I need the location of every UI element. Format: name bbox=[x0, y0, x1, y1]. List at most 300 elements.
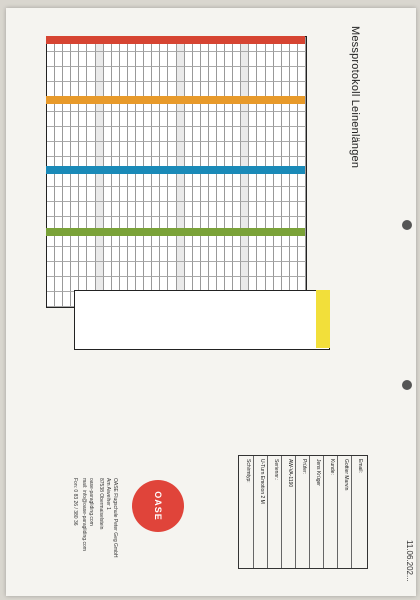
table-cell bbox=[298, 247, 306, 262]
table-cell bbox=[274, 202, 282, 217]
table-cell bbox=[128, 67, 136, 82]
table-cell bbox=[201, 142, 209, 157]
table-cell bbox=[79, 202, 87, 217]
oase-logo bbox=[132, 480, 184, 532]
table-cell bbox=[217, 127, 225, 142]
table-cell bbox=[87, 247, 95, 262]
table-cell bbox=[168, 67, 176, 82]
table-cell bbox=[112, 187, 120, 202]
table-cell bbox=[241, 82, 249, 97]
table-cell bbox=[160, 262, 168, 277]
table-cell bbox=[201, 187, 209, 202]
table-cell bbox=[160, 187, 168, 202]
table-cell bbox=[177, 82, 185, 97]
table-cell bbox=[79, 82, 87, 97]
table-cell bbox=[87, 127, 95, 142]
table-cell bbox=[104, 172, 112, 187]
table-cell bbox=[193, 172, 201, 187]
table-cell bbox=[47, 67, 55, 82]
table-cell bbox=[152, 82, 160, 97]
table-cell bbox=[104, 82, 112, 97]
table-cell bbox=[47, 52, 55, 67]
table-cell bbox=[87, 187, 95, 202]
table-cell bbox=[128, 262, 136, 277]
table-cell bbox=[257, 127, 265, 142]
table-cell bbox=[185, 202, 193, 217]
table-cell bbox=[241, 172, 249, 187]
table-cell bbox=[47, 202, 55, 217]
table-cell bbox=[47, 142, 55, 157]
table-cell bbox=[266, 142, 274, 157]
table-cell bbox=[282, 112, 290, 127]
table-cell bbox=[144, 127, 152, 142]
table-cell bbox=[168, 187, 176, 202]
table-cell bbox=[144, 262, 152, 277]
table-cell bbox=[63, 202, 71, 217]
table-cell bbox=[201, 52, 209, 67]
company-mail: mail: info@oase-paragliding.com bbox=[81, 478, 87, 551]
table-cell bbox=[168, 172, 176, 187]
table-cell bbox=[63, 172, 71, 187]
table-cell bbox=[71, 202, 79, 217]
table-cell bbox=[96, 142, 104, 157]
table-cell bbox=[144, 172, 152, 187]
table-cell bbox=[71, 112, 79, 127]
table-cell bbox=[217, 82, 225, 97]
info-label-glider-type: Schirmtyp: bbox=[245, 459, 251, 483]
table-cell bbox=[55, 172, 63, 187]
table-cell bbox=[185, 247, 193, 262]
table-cell bbox=[233, 142, 241, 157]
table-cell bbox=[104, 67, 112, 82]
info-box bbox=[238, 455, 368, 569]
line-group-e-band bbox=[316, 290, 330, 348]
table-cell bbox=[177, 187, 185, 202]
table-cell bbox=[144, 82, 152, 97]
table-cell bbox=[298, 187, 306, 202]
table-cell bbox=[79, 172, 87, 187]
table-cell bbox=[209, 52, 217, 67]
table-cell bbox=[282, 262, 290, 277]
table-cell bbox=[104, 187, 112, 202]
table-cell bbox=[298, 82, 306, 97]
table-cell bbox=[257, 67, 265, 82]
table-cell bbox=[96, 187, 104, 202]
table-cell bbox=[120, 82, 128, 97]
table-cell bbox=[144, 202, 152, 217]
table-cell bbox=[144, 112, 152, 127]
table-cell bbox=[87, 262, 95, 277]
table-cell bbox=[144, 67, 152, 82]
table-cell bbox=[168, 127, 176, 142]
table-cell bbox=[120, 52, 128, 67]
table-cell bbox=[225, 67, 233, 82]
table-cell bbox=[160, 202, 168, 217]
table-cell bbox=[201, 172, 209, 187]
info-label-email: Email: bbox=[357, 459, 363, 473]
table-cell bbox=[257, 202, 265, 217]
info-value-tester: Jens Krüger bbox=[315, 459, 321, 486]
table-cell bbox=[136, 67, 144, 82]
table-cell bbox=[217, 67, 225, 82]
table-cell bbox=[225, 127, 233, 142]
table-cell bbox=[274, 52, 282, 67]
table-cell bbox=[104, 262, 112, 277]
table-cell bbox=[298, 202, 306, 217]
table-cell bbox=[225, 82, 233, 97]
info-label-serial: Seriennr.: bbox=[273, 459, 279, 481]
table-cell bbox=[128, 82, 136, 97]
table-cell bbox=[152, 142, 160, 157]
table-cell bbox=[225, 172, 233, 187]
table-cell bbox=[128, 52, 136, 67]
table-cell bbox=[168, 82, 176, 97]
table-cell bbox=[168, 112, 176, 127]
table-cell bbox=[201, 67, 209, 82]
table-cell bbox=[209, 247, 217, 262]
info-label-customer: Kunde: bbox=[329, 459, 335, 475]
table-cell bbox=[168, 52, 176, 67]
table-cell bbox=[193, 112, 201, 127]
table-cell bbox=[136, 202, 144, 217]
document-title: Messprotokoll Leinenlängen bbox=[349, 26, 361, 169]
info-value-customer: Gottier Marvin bbox=[343, 459, 349, 491]
table-cell bbox=[71, 82, 79, 97]
table-cell bbox=[193, 67, 201, 82]
table-cell bbox=[290, 262, 298, 277]
table-cell bbox=[160, 52, 168, 67]
table-cell bbox=[160, 82, 168, 97]
table-cell bbox=[168, 142, 176, 157]
table-cell bbox=[266, 262, 274, 277]
table-cell bbox=[201, 262, 209, 277]
table-cell bbox=[233, 52, 241, 67]
line-group-c-band bbox=[46, 166, 305, 174]
table-cell bbox=[249, 142, 257, 157]
table-cell bbox=[152, 52, 160, 67]
table-cell bbox=[177, 262, 185, 277]
table-cell bbox=[257, 142, 265, 157]
table-cell bbox=[104, 142, 112, 157]
table-cell bbox=[63, 127, 71, 142]
table-cell bbox=[298, 262, 306, 277]
table-cell bbox=[87, 82, 95, 97]
table-cell bbox=[152, 172, 160, 187]
table-cell bbox=[104, 202, 112, 217]
table-cell bbox=[47, 292, 55, 307]
table-cell bbox=[193, 142, 201, 157]
line-group-a-band bbox=[46, 36, 305, 44]
table-cell bbox=[71, 262, 79, 277]
table-cell bbox=[185, 67, 193, 82]
table-cell bbox=[266, 67, 274, 82]
table-cell bbox=[201, 127, 209, 142]
table-cell bbox=[96, 172, 104, 187]
table-cell bbox=[225, 187, 233, 202]
table-cell bbox=[177, 127, 185, 142]
table-cell bbox=[55, 187, 63, 202]
table-cell bbox=[144, 142, 152, 157]
table-cell bbox=[136, 262, 144, 277]
table-cell bbox=[266, 52, 274, 67]
table-cell bbox=[209, 142, 217, 157]
table-cell bbox=[96, 127, 104, 142]
table-cell bbox=[266, 187, 274, 202]
table-cell bbox=[282, 82, 290, 97]
table-cell bbox=[168, 262, 176, 277]
table-cell bbox=[152, 67, 160, 82]
table-cell bbox=[136, 247, 144, 262]
table-cell bbox=[55, 202, 63, 217]
table-cell bbox=[47, 82, 55, 97]
table-cell bbox=[112, 262, 120, 277]
table-cell bbox=[55, 52, 63, 67]
table-cell bbox=[274, 112, 282, 127]
table-cell bbox=[63, 52, 71, 67]
table-cell bbox=[249, 247, 257, 262]
table-cell bbox=[282, 202, 290, 217]
table-cell bbox=[193, 247, 201, 262]
table-cell bbox=[104, 112, 112, 127]
table-cell bbox=[225, 142, 233, 157]
table-cell bbox=[87, 67, 95, 82]
table-cell bbox=[274, 127, 282, 142]
table-cell bbox=[128, 127, 136, 142]
table-cell bbox=[290, 52, 298, 67]
table-cell bbox=[241, 247, 249, 262]
table-cell bbox=[249, 82, 257, 97]
table-cell bbox=[282, 52, 290, 67]
table-cell bbox=[63, 142, 71, 157]
table-cell bbox=[225, 52, 233, 67]
table-cell bbox=[87, 202, 95, 217]
table-cell bbox=[266, 202, 274, 217]
table-cell bbox=[274, 187, 282, 202]
table-cell bbox=[241, 262, 249, 277]
table-cell bbox=[136, 142, 144, 157]
table-cell bbox=[217, 202, 225, 217]
table-cell bbox=[136, 52, 144, 67]
table-cell bbox=[290, 127, 298, 142]
table-cell bbox=[87, 142, 95, 157]
table-cell bbox=[96, 52, 104, 67]
table-cell bbox=[274, 172, 282, 187]
table-cell bbox=[249, 202, 257, 217]
table-cell bbox=[274, 262, 282, 277]
table-cell bbox=[201, 202, 209, 217]
company-web: oase-paragliding.com bbox=[88, 478, 94, 526]
table-cell bbox=[120, 142, 128, 157]
table-cell bbox=[136, 82, 144, 97]
table-cell bbox=[290, 172, 298, 187]
table-cell bbox=[201, 112, 209, 127]
table-cell bbox=[55, 262, 63, 277]
table-cell bbox=[55, 277, 63, 292]
table-cell bbox=[233, 202, 241, 217]
table-cell bbox=[266, 127, 274, 142]
table-cell bbox=[79, 262, 87, 277]
company-city: 87538 Obermaiselstein bbox=[98, 478, 104, 530]
table-cell bbox=[47, 277, 55, 292]
table-cell bbox=[233, 127, 241, 142]
table-cell bbox=[120, 172, 128, 187]
punch-hole bbox=[402, 380, 412, 390]
table-cell bbox=[249, 67, 257, 82]
table-cell bbox=[160, 67, 168, 82]
table-cell bbox=[47, 172, 55, 187]
table-cell bbox=[160, 127, 168, 142]
table-cell bbox=[55, 67, 63, 82]
table-cell bbox=[47, 187, 55, 202]
table-cell bbox=[128, 247, 136, 262]
table-cell bbox=[298, 142, 306, 157]
company-street: Am Aiweiher 1 bbox=[105, 478, 111, 510]
table-cell bbox=[290, 67, 298, 82]
table-cell bbox=[128, 112, 136, 127]
table-cell bbox=[185, 52, 193, 67]
table-cell bbox=[96, 262, 104, 277]
table-cell bbox=[144, 187, 152, 202]
table-cell bbox=[112, 247, 120, 262]
table-cell bbox=[290, 142, 298, 157]
table-cell bbox=[128, 187, 136, 202]
table-cell bbox=[63, 292, 71, 307]
table-cell bbox=[71, 247, 79, 262]
table-cell bbox=[152, 187, 160, 202]
table-cell bbox=[55, 292, 63, 307]
table-cell bbox=[96, 82, 104, 97]
table-cell bbox=[63, 262, 71, 277]
table-cell bbox=[160, 172, 168, 187]
table-cell bbox=[104, 52, 112, 67]
table-cell bbox=[290, 187, 298, 202]
table-cell bbox=[290, 202, 298, 217]
table-cell bbox=[177, 142, 185, 157]
table-cell bbox=[152, 262, 160, 277]
table-cell bbox=[233, 262, 241, 277]
table-cell bbox=[209, 112, 217, 127]
table-cell bbox=[249, 112, 257, 127]
table-cell bbox=[217, 247, 225, 262]
table-cell bbox=[249, 172, 257, 187]
table-cell bbox=[120, 67, 128, 82]
table-cell bbox=[136, 112, 144, 127]
table-cell bbox=[120, 247, 128, 262]
table-cell bbox=[185, 142, 193, 157]
table-cell bbox=[249, 262, 257, 277]
table-cell bbox=[63, 277, 71, 292]
table-cell bbox=[249, 187, 257, 202]
table-cell bbox=[225, 247, 233, 262]
table-cell bbox=[282, 142, 290, 157]
table-cell bbox=[47, 112, 55, 127]
table-cell bbox=[241, 142, 249, 157]
table-cell bbox=[168, 202, 176, 217]
table-cell bbox=[71, 142, 79, 157]
table-cell bbox=[120, 127, 128, 142]
table-cell bbox=[177, 202, 185, 217]
table-cell bbox=[298, 67, 306, 82]
table-cell bbox=[233, 67, 241, 82]
table-cell bbox=[79, 52, 87, 67]
table-cell bbox=[257, 52, 265, 67]
table-cell bbox=[298, 172, 306, 187]
table-cell bbox=[209, 67, 217, 82]
table-cell bbox=[112, 127, 120, 142]
table-cell bbox=[257, 187, 265, 202]
table-cell bbox=[112, 112, 120, 127]
table-cell bbox=[249, 127, 257, 142]
table-cell bbox=[168, 247, 176, 262]
table-cell bbox=[104, 247, 112, 262]
table-cell bbox=[71, 67, 79, 82]
table-cell bbox=[63, 112, 71, 127]
table-cell bbox=[274, 82, 282, 97]
table-cell bbox=[47, 247, 55, 262]
table-cell bbox=[47, 127, 55, 142]
table-cell bbox=[185, 127, 193, 142]
table-cell bbox=[177, 247, 185, 262]
table-cell bbox=[298, 112, 306, 127]
table-cell bbox=[217, 142, 225, 157]
table-cell bbox=[282, 187, 290, 202]
table-cell bbox=[177, 52, 185, 67]
table-cell bbox=[257, 82, 265, 97]
table-cell bbox=[55, 112, 63, 127]
company-phone: Fon: 0 83 26 / 380 36 bbox=[72, 478, 78, 526]
table-cell bbox=[209, 187, 217, 202]
company-name: OASE Flugschule Peter Geg GmbH bbox=[112, 478, 118, 558]
measurement-table-extension bbox=[74, 290, 330, 350]
table-cell bbox=[79, 247, 87, 262]
info-value-glider-type: U-Turn Emotion 2 M bbox=[259, 459, 265, 504]
table-cell bbox=[63, 67, 71, 82]
table-cell bbox=[266, 247, 274, 262]
info-value-serial: AW-VA-1190 bbox=[287, 459, 293, 488]
table-cell bbox=[128, 172, 136, 187]
table-cell bbox=[201, 82, 209, 97]
table-cell bbox=[144, 247, 152, 262]
table-cell bbox=[241, 67, 249, 82]
table-cell bbox=[225, 262, 233, 277]
table-cell bbox=[290, 112, 298, 127]
table-cell bbox=[63, 82, 71, 97]
table-cell bbox=[274, 67, 282, 82]
table-cell bbox=[96, 202, 104, 217]
table-cell bbox=[152, 202, 160, 217]
table-cell bbox=[217, 112, 225, 127]
table-cell bbox=[241, 52, 249, 67]
table-cell bbox=[120, 202, 128, 217]
table-cell bbox=[209, 82, 217, 97]
line-group-d-band bbox=[46, 228, 305, 236]
table-cell bbox=[71, 172, 79, 187]
table-cell bbox=[266, 112, 274, 127]
table-cell bbox=[112, 82, 120, 97]
table-cell bbox=[266, 82, 274, 97]
table-cell bbox=[87, 172, 95, 187]
table-cell bbox=[71, 52, 79, 67]
table-cell bbox=[185, 262, 193, 277]
table-cell bbox=[120, 187, 128, 202]
table-cell bbox=[193, 202, 201, 217]
table-cell bbox=[177, 112, 185, 127]
table-cell bbox=[136, 127, 144, 142]
table-cell bbox=[257, 112, 265, 127]
table-cell bbox=[185, 187, 193, 202]
table-cell bbox=[209, 202, 217, 217]
table-cell bbox=[290, 247, 298, 262]
